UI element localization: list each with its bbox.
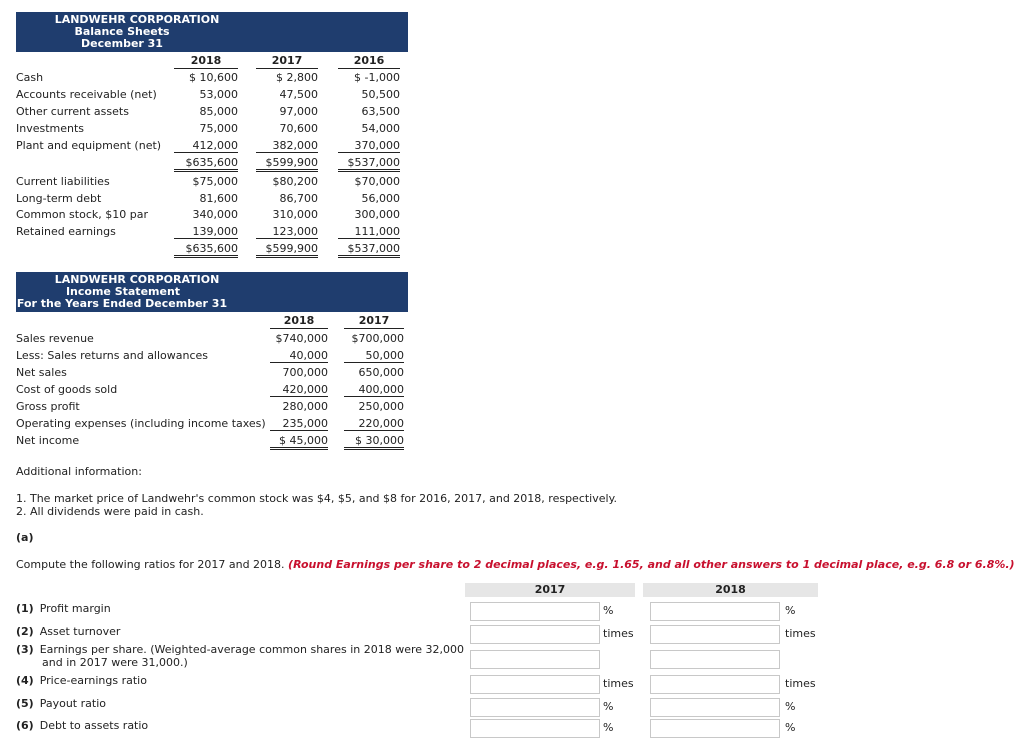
is-year-2017: 2017 bbox=[344, 313, 404, 329]
asset-value: $ 10,600 bbox=[189, 71, 238, 84]
asset-label: Accounts receivable (net) bbox=[16, 88, 157, 101]
answer-year-2017: 2017 bbox=[465, 583, 635, 597]
ratio-input-2018[interactable] bbox=[650, 719, 780, 738]
total-assets-value: $635,600 bbox=[174, 156, 238, 172]
balance-sheet-company: LANDWEHR CORPORATION bbox=[54, 13, 220, 26]
asset-value: $ 2,800 bbox=[276, 71, 318, 84]
ratio-input-2018[interactable] bbox=[650, 675, 780, 694]
ratio-label: Debt to assets ratio bbox=[39, 719, 149, 732]
income-row-value: 650,000 bbox=[358, 366, 404, 379]
ratio-row bbox=[16, 674, 147, 687]
is-year-2018: 2018 bbox=[270, 313, 328, 329]
additional-info-heading: Additional information: bbox=[16, 465, 142, 478]
bs-year-2016: 2016 bbox=[338, 53, 400, 69]
asset-value: 97,000 bbox=[279, 105, 318, 118]
ratio-unit: times bbox=[603, 677, 634, 690]
liability-label: Retained earnings bbox=[16, 225, 116, 238]
ratio-number: (2) bbox=[16, 625, 34, 638]
ratio-input-2017[interactable] bbox=[470, 602, 600, 621]
income-statement-header bbox=[16, 272, 408, 312]
income-row-value: 220,000 bbox=[344, 417, 404, 431]
total-assets-value: $537,000 bbox=[338, 156, 400, 172]
asset-value: 53,000 bbox=[199, 88, 238, 101]
liability-value: $80,200 bbox=[272, 175, 318, 188]
balance-sheet-title: Balance Sheets bbox=[74, 25, 170, 38]
ratio-number: (3) bbox=[16, 643, 34, 656]
income-row-value: $ 45,000 bbox=[270, 434, 328, 450]
ratio-unit: % bbox=[785, 721, 796, 734]
ratio-input-2018[interactable] bbox=[650, 602, 780, 621]
total-liabilities-value: $599,900 bbox=[256, 242, 318, 258]
liability-value: 123,000 bbox=[256, 225, 318, 239]
ratio-row bbox=[16, 697, 106, 710]
ratio-unit: % bbox=[603, 700, 614, 713]
total-liabilities-value: $537,000 bbox=[338, 242, 400, 258]
ratio-label-line2: and in 2017 were 31,000.) bbox=[42, 656, 188, 669]
liability-label: Common stock, $10 par bbox=[16, 208, 148, 221]
ratio-number: (1) bbox=[16, 602, 34, 615]
asset-value: 47,500 bbox=[279, 88, 318, 101]
asset-label: Investments bbox=[16, 122, 85, 135]
liability-value: $75,000 bbox=[192, 175, 238, 188]
ratio-input-2018[interactable] bbox=[650, 650, 780, 669]
income-row-value: $700,000 bbox=[351, 332, 404, 345]
income-row-value: 250,000 bbox=[358, 400, 404, 413]
ratio-unit: % bbox=[603, 721, 614, 734]
ratio-number: (6) bbox=[16, 719, 34, 732]
ratio-input-2017[interactable] bbox=[470, 675, 600, 694]
ratio-row bbox=[16, 625, 120, 638]
income-row-value: $740,000 bbox=[275, 332, 328, 345]
ratio-unit: times bbox=[785, 677, 816, 690]
liability-label: Long-term debt bbox=[16, 192, 102, 205]
ratio-label: Payout ratio bbox=[39, 697, 106, 710]
additional-info-item-2: 2. All dividends were paid in cash. bbox=[16, 505, 204, 518]
income-row-value: 400,000 bbox=[344, 383, 404, 397]
ratio-row bbox=[16, 643, 464, 656]
ratio-label: Earnings per share. (Weighted-average common shares in 2018 were 32,000 bbox=[39, 643, 465, 656]
income-statement-title: Income Statement bbox=[65, 285, 181, 298]
asset-label: Other current assets bbox=[16, 105, 129, 118]
total-liabilities-value: $635,600 bbox=[174, 242, 238, 258]
ratio-unit: % bbox=[603, 604, 614, 617]
ratio-row bbox=[16, 719, 148, 732]
asset-value: 85,000 bbox=[199, 105, 238, 118]
asset-value: $ -1,000 bbox=[354, 71, 400, 84]
ratio-input-2017[interactable] bbox=[470, 650, 600, 669]
income-row-value: 235,000 bbox=[270, 417, 328, 431]
liability-value: 86,700 bbox=[279, 192, 318, 205]
liability-value: 56,000 bbox=[361, 192, 400, 205]
ratio-number: (4) bbox=[16, 674, 34, 687]
liability-value: 340,000 bbox=[192, 208, 238, 221]
income-row-label: Less: Sales returns and allowances bbox=[16, 349, 209, 362]
total-assets-value: $599,900 bbox=[256, 156, 318, 172]
income-row-value: 420,000 bbox=[270, 383, 328, 397]
balance-sheet-date: December 31 bbox=[81, 37, 163, 50]
income-row-label: Gross profit bbox=[16, 400, 80, 413]
asset-value: 50,500 bbox=[361, 88, 400, 101]
income-row-label: Net income bbox=[16, 434, 80, 447]
income-row-label: Cost of goods sold bbox=[16, 383, 118, 396]
ratio-input-2017[interactable] bbox=[470, 698, 600, 717]
asset-label: Cash bbox=[16, 71, 44, 84]
rounding-note: (Round Earnings per share to 2 decimal places, e.g. 1.65, and all other answers to 1 decimal place, e.g. 6.8 or 6.8%.) bbox=[288, 558, 1015, 571]
income-row-value: 50,000 bbox=[344, 349, 404, 363]
liability-value: 300,000 bbox=[354, 208, 400, 221]
balance-sheet-header bbox=[16, 12, 408, 52]
part-label: (a) bbox=[16, 531, 34, 544]
ratio-input-2017[interactable] bbox=[470, 719, 600, 738]
income-statement-period: For the Years Ended December 31 bbox=[16, 297, 228, 310]
bs-year-2018: 2018 bbox=[174, 53, 238, 69]
asset-label: Plant and equipment (net) bbox=[16, 139, 162, 152]
ratio-input-2018[interactable] bbox=[650, 625, 780, 644]
income-row-value: $ 30,000 bbox=[344, 434, 404, 450]
liability-value: $70,000 bbox=[354, 175, 400, 188]
liability-value: 111,000 bbox=[338, 225, 400, 239]
ratio-number: (5) bbox=[16, 697, 34, 710]
ratio-label: Price-earnings ratio bbox=[39, 674, 147, 687]
income-row-value: 700,000 bbox=[282, 366, 328, 379]
ratio-unit: % bbox=[785, 604, 796, 617]
asset-value: 54,000 bbox=[361, 122, 400, 135]
asset-value: 70,600 bbox=[279, 122, 318, 135]
income-row-value: 40,000 bbox=[270, 349, 328, 363]
ratio-label: Profit margin bbox=[39, 602, 111, 615]
liability-value: 139,000 bbox=[174, 225, 238, 239]
ratio-label: Asset turnover bbox=[39, 625, 121, 638]
asset-value: 63,500 bbox=[361, 105, 400, 118]
ratio-row bbox=[16, 602, 111, 615]
income-row-value: 280,000 bbox=[282, 400, 328, 413]
income-statement-company: LANDWEHR CORPORATION bbox=[54, 273, 220, 286]
question-instruction bbox=[16, 558, 1015, 571]
asset-value: 412,000 bbox=[174, 139, 238, 153]
income-row-label: Net sales bbox=[16, 366, 67, 379]
asset-value: 75,000 bbox=[199, 122, 238, 135]
ratio-unit: times bbox=[603, 627, 634, 640]
additional-info-item-1: 1. The market price of Landwehr's common stock was $4, $5, and $8 for 2016, 2017, and 2018, respectively. bbox=[16, 492, 618, 505]
instruction-text: Compute the following ratios for 2017 and 2018. bbox=[16, 558, 289, 571]
answer-year-2018: 2018 bbox=[643, 583, 818, 597]
liability-value: 310,000 bbox=[272, 208, 318, 221]
income-row-label: Operating expenses (including income taxes) bbox=[16, 417, 266, 430]
ratio-unit: times bbox=[785, 627, 816, 640]
ratio-input-2017[interactable] bbox=[470, 625, 600, 644]
liability-value: 81,600 bbox=[199, 192, 238, 205]
bs-year-2017: 2017 bbox=[256, 53, 318, 69]
ratio-input-2018[interactable] bbox=[650, 698, 780, 717]
asset-value: 382,000 bbox=[256, 139, 318, 153]
income-row-label: Sales revenue bbox=[16, 332, 94, 345]
asset-value: 370,000 bbox=[338, 139, 400, 153]
ratio-unit: % bbox=[785, 700, 796, 713]
liability-label: Current liabilities bbox=[16, 175, 110, 188]
